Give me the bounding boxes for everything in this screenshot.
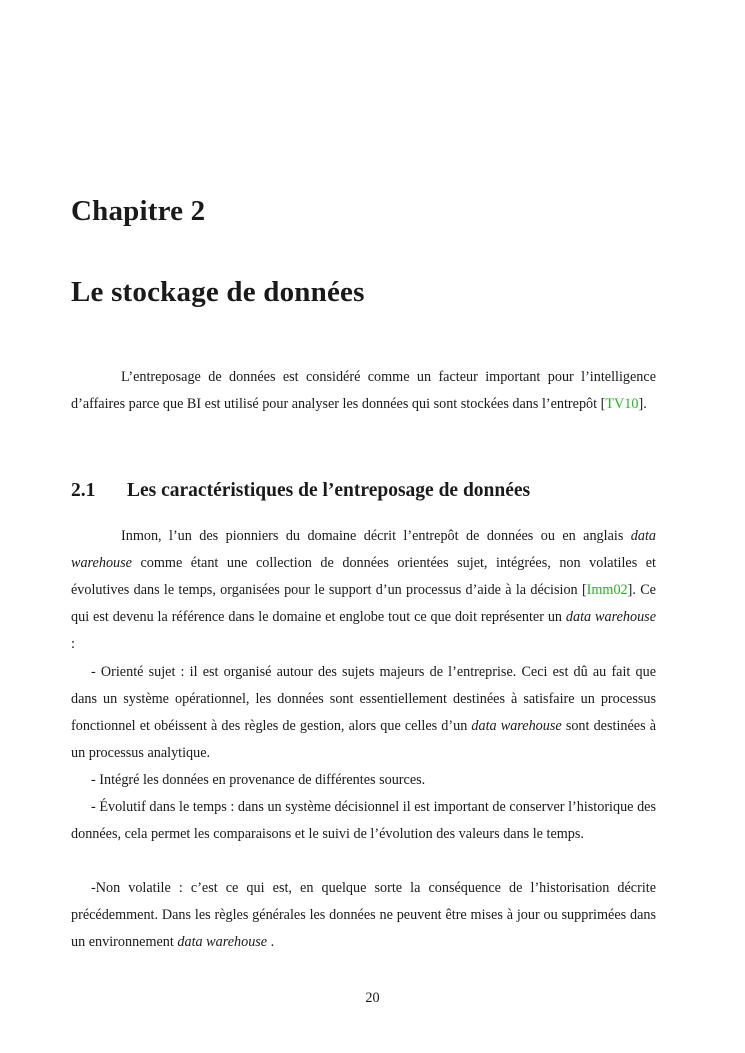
definition-term-2: data warehouse [565,609,656,625]
bullet-evolutif: - Évolutif dans le temps : dans un système décisionnel il est important de conserver l’historique des données, cela permet les comparaisons et le suivi de l’évolution des valeurs dans le temps. [71,799,656,842]
definition-paragraph [71,523,656,658]
bullet-text: - Orienté sujet : il est organisé autour des sujets majeurs de l’entreprise. Ceci est dû au fait que dans un système opérationnel, les données sont essentiellement destinées à satisfaire un processus fonctionnel et obéissent à des règles de gestion, alors que celles d’un [71,664,656,734]
bullet-text-end: . [267,934,275,950]
section-title: Les caractéristiques de l’entreposage de données [127,480,531,501]
definition-text-4: : [71,636,75,652]
page-number: 20 [365,990,380,1006]
bullet-text: -Non volatile : c’est ce qui est, en quelque sorte la conséquence de l’historisation décrite précédemment. Dans les règles générales les données ne peuvent être mises à jour ou supprimées dans un environnement [71,880,656,950]
chapter-title: Le stockage de données [71,276,365,308]
bullet-oriente-sujet [71,659,656,767]
bullet-non-volatile [71,875,656,956]
definition-text-3: ]. Ce qui est devenu la référence dans le domaine et englobe tout ce que doit représenter un [71,582,656,625]
chapter-label: Chapitre 2 [71,195,206,227]
bullet-text-end: sont destinées à un processus analytique. [71,718,657,761]
citation-link-tv10[interactable]: TV10 [605,396,639,412]
section-number: 2.1 [71,480,96,501]
bullet-term: data warehouse [471,718,562,734]
citation-link-imm02[interactable]: Imm02 [586,582,628,598]
definition-text-2: comme étant une collection de données orientées sujet, intégrées, non volatiles et évolutives dans le temps, organisées pour le support d’un processus d’aide à la décision [ [71,555,656,598]
bullet-integre: - Intégré les données en provenance de différentes sources. [91,772,426,788]
intro-text: L’entreposage de données est considéré comme un facteur important pour l’intelligence d’affaires parce que BI est utilisé pour analyser les données qui sont stockées dans l’entrepôt [ [71,369,656,412]
intro-text-end: ]. [638,396,647,412]
intro-paragraph [71,364,656,418]
definition-text-1: Inmon, l’un des pionniers du domaine décrit l’entrepôt de données ou en anglais [121,528,631,544]
section-heading [71,480,530,502]
definition-term-1: data warehouse [71,528,656,571]
bullet-term: data warehouse [177,934,268,950]
